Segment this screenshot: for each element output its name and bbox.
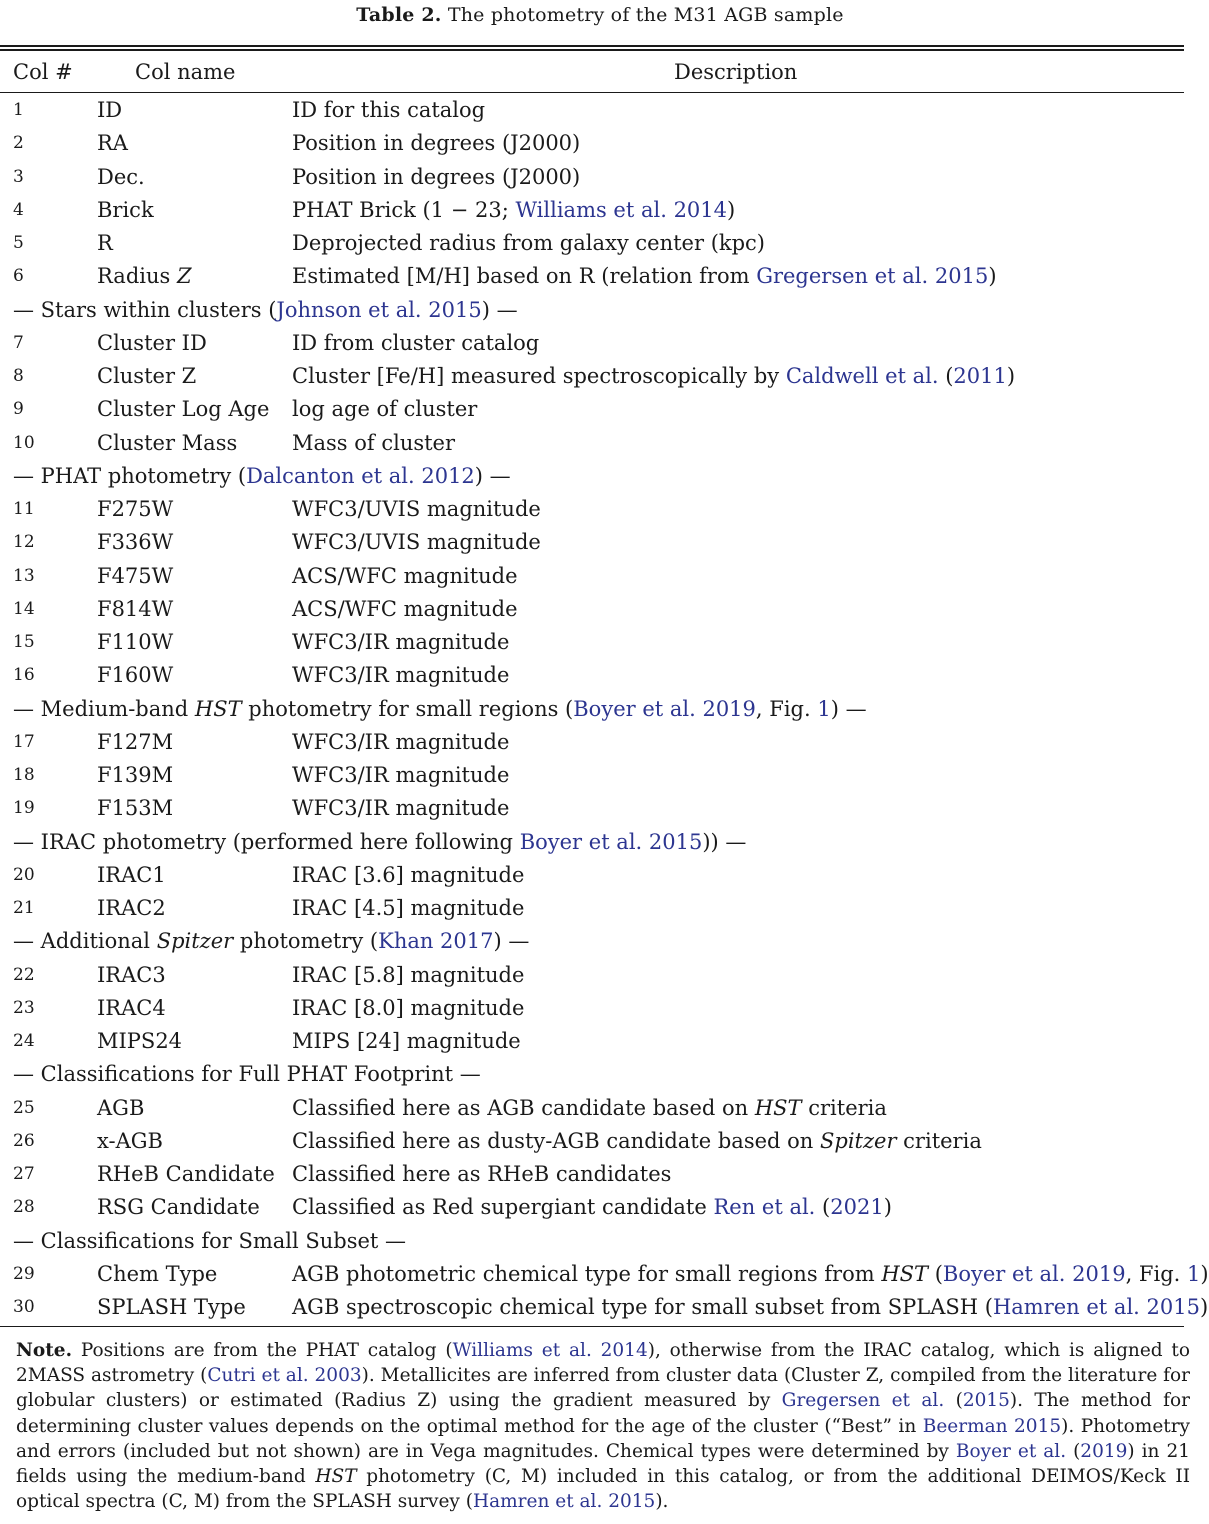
table-row — [0, 327, 1184, 360]
text-run: AGB spectroscopic chemical type for small subset from SPLASH ( — [292, 1295, 993, 1319]
table-row — [0, 792, 1184, 825]
text-run: R — [97, 231, 113, 255]
citation-link[interactable]: Johnson et al. 2015 — [276, 297, 482, 322]
section-header — [0, 460, 1184, 493]
section-header — [0, 294, 1184, 327]
col-number: 28 — [13, 1197, 35, 1218]
section-title — [13, 1058, 481, 1091]
italic-text: HST — [881, 1261, 929, 1286]
table-row — [0, 260, 1184, 293]
col-number: 9 — [13, 399, 24, 420]
note-label: Note. — [16, 1340, 73, 1361]
col-number: 29 — [13, 1263, 35, 1284]
col-name — [97, 626, 173, 659]
col-description — [292, 1092, 887, 1125]
col-description — [292, 327, 539, 360]
text-run: — Additional — [13, 929, 157, 954]
text-run: RA — [97, 131, 128, 156]
text-run: ). Metallicites are inferred from cluster data (Cluster Z, compiled from the literature for globular clusters) or estimated (Radius Z) using the gradient measured by — [16, 1365, 1191, 1412]
col-name — [97, 493, 173, 526]
table-row — [0, 759, 1184, 792]
text-run: WFC3/IR magnitude — [292, 630, 510, 654]
text-run: WFC3/IR magnitude — [292, 663, 510, 688]
col-description — [292, 260, 997, 293]
text-run: Classified here as RHeB candidates — [292, 1162, 672, 1186]
italic-text: HST — [754, 1095, 802, 1120]
section-header — [0, 925, 1184, 958]
col-description — [292, 526, 541, 559]
col-number: 27 — [13, 1164, 35, 1184]
italic-text: Z — [176, 264, 192, 289]
section-title — [13, 294, 518, 327]
citation-link[interactable]: Williams et al. 2014 — [452, 1340, 648, 1361]
note-text — [16, 1340, 1190, 1512]
text-run: Cluster ID — [97, 330, 207, 355]
text-run: ( — [815, 1195, 831, 1220]
text-run: F139M — [97, 763, 174, 787]
text-run: ) — — [481, 297, 518, 322]
table-row — [0, 194, 1184, 227]
citation-link[interactable]: Boyer et al. 2019 — [942, 1261, 1126, 1286]
table-row — [0, 227, 1184, 260]
text-run: ) — [883, 1195, 892, 1220]
text-run: Cluster Log Age — [97, 397, 270, 422]
italic-text: HST — [194, 696, 242, 721]
text-run: RHeB Candidate — [97, 1162, 275, 1186]
col-name — [97, 726, 173, 759]
col-name — [97, 1158, 275, 1191]
col-number: 11 — [13, 499, 35, 519]
col-name — [97, 427, 237, 460]
citation-link[interactable]: Khan 2017 — [378, 929, 494, 954]
text-run: F160W — [97, 663, 174, 688]
col-description — [292, 1125, 982, 1158]
text-run: ) — [1200, 1261, 1209, 1286]
section-header — [0, 693, 1184, 726]
text-run: WFC3/IR magnitude — [292, 729, 510, 754]
text-run: MIPS [24] magnitude — [292, 1029, 521, 1053]
citation-link[interactable]: Caldwell et al. — [785, 364, 939, 388]
col-description — [292, 194, 735, 227]
col-number: 19 — [13, 798, 35, 819]
section-title — [13, 1225, 406, 1258]
text-run: photometry ( — [233, 929, 379, 954]
text-run: IRAC [5.8] magnitude — [292, 962, 525, 987]
col-description — [292, 94, 485, 127]
col-number: 22 — [13, 964, 35, 985]
col-description — [292, 659, 509, 692]
text-run: criteria — [896, 1128, 982, 1153]
text-run: )) — — [702, 829, 747, 854]
top-rule-1 — [0, 45, 1184, 47]
text-run: Positions are from the PHAT catalog ( — [72, 1340, 453, 1361]
text-run: — Medium-band — [13, 696, 195, 721]
text-run: ) — [1006, 364, 1016, 388]
text-run: Classified here as AGB candidate based on — [292, 1095, 755, 1120]
col-number: 8 — [13, 366, 24, 386]
col-description — [292, 792, 509, 825]
text-run: F814W — [97, 596, 174, 621]
table-row — [0, 959, 1184, 992]
col-description — [292, 1025, 521, 1058]
text-run: , Fig. — [1125, 1261, 1187, 1286]
table-row — [0, 94, 1184, 127]
col-name — [97, 560, 173, 593]
citation-link[interactable]: Boyer et al. — [955, 1440, 1067, 1462]
text-run: ACS/WFC magnitude — [292, 563, 518, 588]
section-title — [13, 925, 529, 958]
col-number: 26 — [13, 1130, 35, 1151]
citation-link[interactable]: Boyer et al. 2015 — [519, 829, 703, 854]
col-name — [97, 127, 128, 160]
table-row — [0, 1191, 1184, 1224]
text-run: Estimated [M/H] based on R (relation from — [292, 264, 757, 289]
col-name — [97, 1191, 260, 1224]
col-description — [292, 227, 765, 260]
text-run: ACS/WFC magnitude — [292, 596, 518, 621]
text-run: AGB — [97, 1095, 145, 1120]
italic-text: Spitzer — [156, 929, 234, 954]
table-row — [0, 1025, 1184, 1058]
section-title — [13, 826, 746, 859]
col-name — [97, 992, 166, 1025]
col-description — [292, 726, 509, 759]
text-run: WFC3/UVIS magnitude — [292, 497, 541, 521]
table-row — [0, 1158, 1184, 1191]
col-name — [97, 959, 166, 992]
citation-link[interactable]: Williams et al. 2014 — [515, 197, 728, 222]
col-name — [97, 1025, 182, 1058]
section-title — [13, 693, 867, 726]
col-description — [292, 560, 518, 593]
table-row — [0, 161, 1184, 194]
caption-title: The photometry of the M31 AGB sample — [447, 4, 844, 26]
table-row — [0, 1291, 1209, 1324]
col-description — [292, 593, 518, 626]
col-name — [97, 593, 173, 626]
col-description — [292, 127, 580, 160]
text-run: ID — [97, 98, 123, 122]
section-header — [0, 1058, 1184, 1091]
text-run: MIPS24 — [97, 1029, 183, 1053]
citation-link[interactable]: Hamren et al. 2015 — [992, 1295, 1200, 1319]
col-number: 17 — [13, 731, 35, 752]
col-number: 12 — [13, 532, 35, 553]
text-run: F127M — [97, 729, 174, 754]
col-name — [97, 526, 173, 559]
col-description — [292, 626, 509, 659]
text-run: — Stars within clusters ( — [13, 297, 277, 322]
col-name — [97, 1258, 217, 1291]
text-run: IRAC [3.6] magnitude — [292, 862, 525, 887]
col-description — [292, 1291, 1208, 1324]
col-description — [292, 427, 455, 460]
citation-link[interactable]: Hamren et al. 2015 — [472, 1491, 656, 1513]
text-run: ). Photometry and errors (included but not shown) are in Vega magnitudes. Chemical types were determined by — [16, 1415, 1190, 1462]
text-run: IRAC [8.0] magnitude — [292, 995, 525, 1020]
text-run: — IRAC photometry (performed here following — [13, 829, 520, 854]
citation-link[interactable]: 2011 — [953, 364, 1007, 388]
text-run: — PHAT photometry ( — [13, 463, 247, 488]
table-row — [0, 859, 1184, 892]
text-run: ), otherwise from the IRAC catalog, which is aligned to 2MASS astrometry ( — [16, 1340, 1190, 1387]
text-run: RSG Candidate — [97, 1195, 260, 1220]
col-description — [292, 493, 541, 526]
citation-link[interactable]: Beerman 2015 — [922, 1415, 1062, 1437]
col-name — [97, 892, 166, 925]
top-rule-2 — [0, 49, 1184, 51]
col-name — [97, 327, 207, 360]
text-run: ) — — [493, 929, 530, 954]
col-description — [292, 992, 524, 1025]
text-run: IRAC1 — [97, 862, 166, 887]
col-number: 1 — [13, 100, 24, 120]
bottom-rule — [0, 1326, 1184, 1327]
col-description — [292, 892, 524, 925]
col-description — [292, 859, 524, 892]
col-number: 20 — [13, 864, 35, 885]
col-name — [97, 194, 154, 227]
citation-link[interactable]: Boyer et al. 2019 — [573, 696, 756, 721]
col-number: 13 — [13, 565, 35, 586]
header-col-num: Col # — [13, 60, 73, 84]
text-run: F336W — [97, 530, 174, 555]
section-title — [13, 460, 511, 493]
table-row — [0, 1125, 1184, 1158]
text-run: WFC3/UVIS magnitude — [292, 530, 541, 555]
col-number: 30 — [13, 1297, 35, 1317]
col-name — [97, 759, 173, 792]
col-number: 6 — [13, 266, 24, 287]
table-row — [0, 1092, 1184, 1125]
table-note — [16, 1338, 1190, 1514]
col-name — [97, 1092, 144, 1125]
text-run: Mass of cluster — [292, 430, 456, 455]
text-run: x-AGB — [97, 1128, 163, 1153]
text-run: WFC3/IR magnitude — [292, 763, 510, 787]
text-run: ). — [655, 1491, 669, 1513]
citation-link[interactable]: Gregersen et al. 2015 — [756, 264, 989, 289]
text-run: ) — [727, 197, 736, 222]
col-description — [292, 393, 477, 426]
col-name — [97, 393, 269, 426]
col-name — [97, 161, 145, 194]
text-run: F275W — [97, 497, 174, 521]
col-number: 21 — [13, 898, 35, 918]
col-name — [97, 792, 173, 825]
text-run: Chem Type — [97, 1261, 218, 1286]
text-run: ) — [1199, 1295, 1209, 1319]
table-row — [0, 726, 1184, 759]
col-name — [97, 659, 173, 692]
text-run: Position in degrees (J2000) — [292, 131, 581, 156]
text-run: , Fig. — [755, 696, 818, 721]
table-row — [0, 393, 1184, 426]
text-run: ) — — [830, 696, 867, 721]
text-run: — Classifications for Full PHAT Footprint — — [13, 1062, 481, 1087]
text-run: Deprojected radius from galaxy center (kpc) — [292, 231, 766, 255]
col-number: 18 — [13, 765, 35, 785]
col-number: 3 — [13, 166, 24, 187]
citation-link[interactable]: 1 — [1187, 1261, 1201, 1286]
table-row — [0, 427, 1184, 460]
text-run: SPLASH Type — [97, 1295, 246, 1319]
table-row — [0, 892, 1184, 925]
col-description — [292, 1258, 1209, 1291]
col-number: 4 — [13, 199, 24, 220]
col-number: 14 — [13, 598, 35, 619]
citation-link[interactable]: 2021 — [830, 1195, 884, 1220]
col-number: 24 — [13, 1031, 35, 1051]
text-run: — Classifications for Small Subset — — [13, 1228, 407, 1253]
citation-link[interactable]: 2019 — [1080, 1440, 1128, 1462]
text-run: ). The method for determining cluster values depends on the optimal method for the age of the cluster (“Best” in — [16, 1390, 1190, 1437]
citation-link[interactable]: Ren et al. — [713, 1195, 816, 1220]
table-row — [0, 659, 1184, 692]
text-run: IRAC2 — [97, 896, 166, 920]
table-caption — [0, 4, 1200, 26]
text-run: Position in degrees (J2000) — [292, 164, 581, 189]
section-header — [0, 1225, 1184, 1258]
col-name — [97, 260, 192, 293]
citation-link[interactable]: 1 — [817, 696, 831, 721]
text-run: ( — [1066, 1440, 1081, 1462]
header-description: Description — [674, 60, 798, 84]
text-run: Dec. — [97, 164, 145, 189]
col-description — [292, 360, 1015, 393]
table-row — [0, 360, 1184, 393]
text-run: ) in 21 fields using the medium-band — [16, 1440, 1190, 1488]
text-run: WFC3/IR magnitude — [292, 796, 510, 821]
text-run: ID from cluster catalog — [292, 330, 540, 355]
text-run: photometry (C, M) included in this catalog, or from the additional DEIMOS/Keck II optical spectra (C, M) from the SPLASH survey ( — [16, 1466, 1191, 1513]
citation-link[interactable]: Dalcanton et al. 2012 — [246, 463, 475, 488]
col-number: 15 — [13, 632, 35, 652]
text-run: ( — [938, 364, 954, 388]
header-rule — [0, 92, 1184, 93]
text-run: AGB photometric chemical type for small regions from — [292, 1261, 882, 1286]
col-name — [97, 859, 166, 892]
text-run: Classified here as dusty-AGB candidate based on — [292, 1128, 820, 1153]
table-row — [0, 992, 1184, 1025]
table-row — [0, 593, 1184, 626]
col-description — [292, 959, 524, 992]
text-run: IRAC4 — [97, 995, 166, 1020]
col-description — [292, 1158, 671, 1191]
citation-link[interactable]: 2015 — [962, 1390, 1010, 1412]
text-run: IRAC [4.5] magnitude — [292, 896, 525, 920]
text-run: Cluster Z — [97, 364, 197, 388]
table-row — [0, 493, 1184, 526]
col-name — [97, 1291, 246, 1324]
text-run: ) — — [474, 463, 511, 488]
text-run: photometry for small regions ( — [241, 696, 574, 721]
text-run: log age of cluster — [292, 397, 478, 422]
col-number: 25 — [13, 1097, 35, 1118]
text-run: ) — [988, 264, 997, 289]
col-name — [97, 360, 196, 393]
text-run: criteria — [801, 1095, 887, 1120]
col-description — [292, 759, 509, 792]
italic-text: HST — [315, 1466, 357, 1488]
text-run: Brick — [97, 197, 154, 222]
italic-text: Spitzer — [819, 1128, 897, 1153]
caption-label: Table 2. — [356, 4, 442, 26]
table-row — [0, 127, 1184, 160]
col-name — [97, 1125, 163, 1158]
text-run: IRAC3 — [97, 962, 166, 987]
col-number: 16 — [13, 665, 35, 686]
col-number: 5 — [13, 233, 24, 253]
section-header — [0, 826, 1184, 859]
table-row — [0, 1258, 1209, 1291]
text-run: Radius — [97, 264, 177, 289]
text-run: ( — [928, 1261, 943, 1286]
citation-link[interactable]: Gregersen et al. — [781, 1390, 945, 1412]
col-number: 2 — [13, 133, 24, 154]
col-number: 10 — [13, 432, 35, 453]
text-run: ID for this catalog — [292, 98, 486, 122]
header-col-name: Col name — [135, 60, 236, 84]
text-run: PHAT Brick (1 − 23; — [292, 197, 516, 222]
text-run: F475W — [97, 563, 174, 588]
col-number: 7 — [13, 332, 24, 353]
table-row — [0, 526, 1184, 559]
table-row — [0, 626, 1184, 659]
col-name — [97, 227, 113, 260]
col-number: 23 — [13, 997, 35, 1018]
col-description — [292, 161, 580, 194]
col-description — [292, 1191, 892, 1224]
table-row — [0, 560, 1184, 593]
text-run: ( — [944, 1390, 963, 1412]
text-run: Cluster Mass — [97, 430, 238, 455]
text-run: Classified as Red supergiant candidate — [292, 1195, 714, 1220]
text-run: F110W — [97, 630, 174, 654]
col-name — [97, 94, 122, 127]
text-run: Cluster [Fe/H] measured spectroscopically by — [292, 364, 786, 388]
text-run: F153M — [97, 796, 174, 821]
citation-link[interactable]: Cutri et al. 2003 — [207, 1365, 362, 1387]
